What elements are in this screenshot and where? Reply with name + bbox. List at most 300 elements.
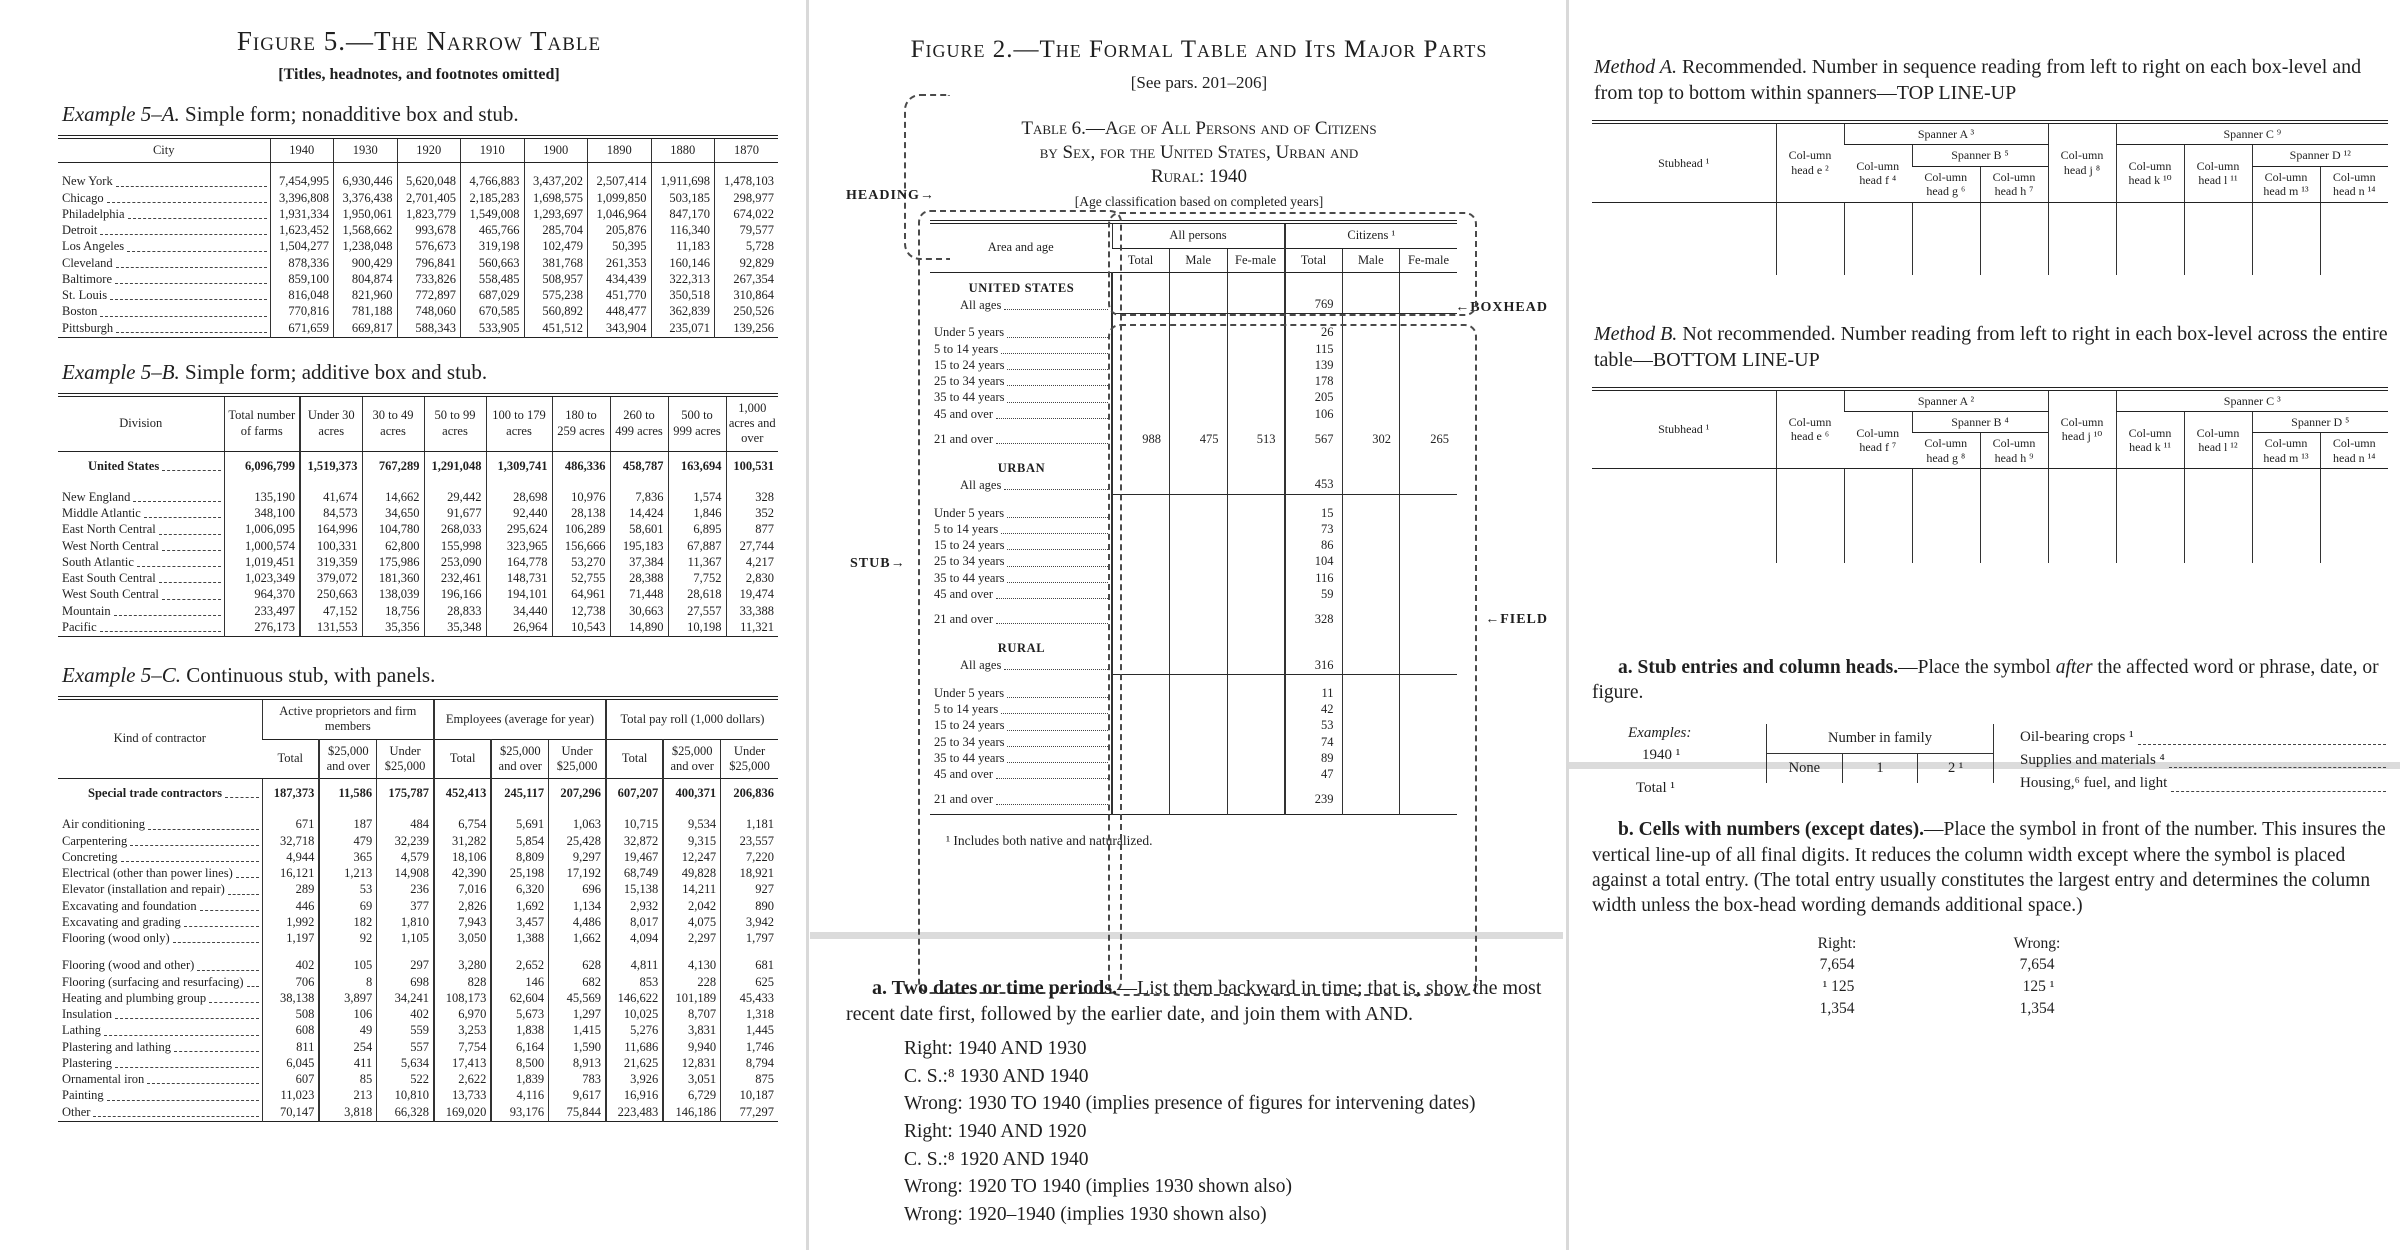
- date-example-line: Wrong: 1930 TO 1940 (implies presence of figures for intervening dates): [904, 1093, 1476, 1115]
- value-cell: 671: [262, 806, 319, 833]
- stub-cell: [930, 751, 1112, 767]
- value-cell: [1400, 390, 1458, 406]
- value-cell: 5,691: [491, 806, 548, 833]
- value-cell: [1112, 633, 1170, 657]
- leader-dots: [225, 797, 259, 798]
- value-cell: 1,105: [377, 931, 434, 947]
- value-cell: 1,590: [549, 1040, 606, 1056]
- value-cell: 6,320: [491, 882, 548, 898]
- figure5-subtitle: [Titles, headnotes, and footnotes omitted]: [278, 66, 560, 83]
- value-cell: 9,297: [549, 850, 606, 866]
- value-cell: 1,549,008: [461, 207, 525, 223]
- value-cell: 289: [262, 882, 319, 898]
- column-header: Under 30 acres: [300, 395, 362, 451]
- value-cell: 108,173: [434, 991, 491, 1007]
- value-cell: [1170, 522, 1228, 538]
- leader-dots: [1007, 402, 1108, 403]
- value-cell: [1112, 477, 1170, 494]
- value-cell: 10,187: [721, 1088, 778, 1104]
- value-cell: 6,164: [491, 1040, 548, 1056]
- value-cell: 560,892: [524, 304, 588, 320]
- value-cell: 557: [377, 1040, 434, 1056]
- wrong-value: 1,354: [2019, 999, 2055, 1017]
- value-cell: 674,022: [715, 207, 779, 223]
- value-cell: 139,256: [715, 321, 779, 338]
- examples-label: Examples:: [1628, 724, 1692, 741]
- stub-cell: [58, 975, 262, 991]
- value-cell: 102,479: [524, 239, 588, 255]
- stub-label: All ages: [960, 477, 1002, 492]
- value-cell: 859,100: [270, 272, 334, 288]
- value-cell: [1400, 571, 1458, 587]
- mini-cell-2: 2 ¹: [1918, 753, 1994, 782]
- table-row: [58, 866, 778, 882]
- right-value: 1,354: [1819, 999, 1855, 1017]
- value-cell: 988: [1112, 423, 1170, 453]
- value-cell: 100,331: [300, 539, 362, 555]
- leader-dots: [114, 615, 221, 616]
- stub-label: New England: [62, 489, 131, 504]
- value-cell: 927: [721, 882, 778, 898]
- value-cell: 1,810: [377, 915, 434, 931]
- value-cell: [1227, 522, 1285, 538]
- column-header: 500 to 999 acres: [668, 395, 726, 451]
- value-cell: 34,650: [362, 506, 424, 522]
- value-cell: [1400, 735, 1458, 751]
- section-label: RURAL: [997, 641, 1046, 656]
- age-row: [930, 374, 1457, 390]
- value-cell: [1227, 297, 1285, 314]
- stub-leader: [62, 304, 268, 319]
- value-cell: 265: [1400, 423, 1458, 453]
- example-5b-caption: [62, 360, 780, 385]
- table-5c-group-row: [58, 698, 778, 739]
- stub-leader: [934, 538, 1109, 553]
- stub-leader: [934, 390, 1109, 405]
- value-cell: 47: [1285, 767, 1343, 783]
- stub-label: Pittsburgh: [62, 320, 114, 335]
- value-cell: 2,652: [491, 947, 548, 974]
- empty-cell: [1980, 202, 2048, 275]
- stub-cell: [58, 288, 270, 304]
- method-b-body-row: [1592, 469, 2388, 564]
- table-row: [58, 1088, 778, 1104]
- stub-leader: [960, 298, 1109, 313]
- stub-leader: [934, 718, 1109, 733]
- value-cell: 6,045: [262, 1056, 319, 1072]
- stub-leader: [934, 612, 1109, 627]
- value-cell: 19,474: [726, 587, 778, 603]
- value-cell: 11,586: [319, 779, 376, 807]
- date-example-line: Right: 1940 AND 1930: [904, 1038, 1087, 1059]
- wrong-values: [2020, 954, 2055, 1019]
- panel-figure5: [58, 0, 780, 1122]
- stub-label: 45 and over: [934, 767, 994, 781]
- value-cell: [1400, 407, 1458, 423]
- value-cell: 847,170: [651, 207, 715, 223]
- value-cell: [1170, 453, 1228, 477]
- value-cell: 670,585: [461, 304, 525, 320]
- value-cell: [1400, 314, 1458, 342]
- value-cell: 28,138: [552, 506, 610, 522]
- stub-cell: [930, 674, 1112, 702]
- leader-example-text: Oil-bearing crops ¹: [2020, 728, 2134, 745]
- value-cell: 11,321: [726, 620, 778, 637]
- leader-dots: [107, 1100, 259, 1101]
- table6: [930, 220, 1457, 814]
- value-cell: 588,343: [397, 321, 461, 338]
- stub-leader: [934, 407, 1109, 422]
- value-cell: 11,686: [606, 1040, 663, 1056]
- value-cell: [1342, 477, 1400, 494]
- value-cell: [1400, 522, 1458, 538]
- value-cell: 187: [319, 806, 376, 833]
- value-cell: 47,152: [300, 604, 362, 620]
- value-cell: 1,297: [549, 1007, 606, 1023]
- stub-label: Chicago: [62, 190, 104, 205]
- value-cell: 115: [1285, 342, 1343, 358]
- method-a-col-j: Col-umn head j ⁸: [2048, 122, 2116, 202]
- empty-cell: [1844, 202, 1912, 275]
- table6-stub-header: Area and age: [930, 222, 1112, 272]
- value-cell: 1,006,095: [224, 522, 300, 538]
- stub-cell: [930, 538, 1112, 554]
- leader-dots: [1001, 533, 1108, 534]
- value-cell: [1170, 390, 1228, 406]
- wrong-column: [1982, 933, 2092, 1020]
- value-cell: 2,297: [663, 931, 720, 947]
- table-row: [58, 223, 778, 239]
- method-b-col-e: Col-umn head e ⁶: [1776, 389, 1844, 469]
- stub-label: Excavating and foundation: [62, 898, 197, 913]
- stub-label: Under 5 years: [934, 505, 1005, 520]
- value-cell: 206,836: [721, 779, 778, 807]
- value-cell: 816,048: [270, 288, 334, 304]
- section-label: UNITED STATES: [968, 280, 1075, 295]
- leader-dots: [1007, 549, 1108, 550]
- value-cell: 106: [1285, 407, 1343, 423]
- table-row: [58, 1023, 778, 1039]
- value-cell: [1112, 658, 1170, 675]
- stub-label: Carpentering: [62, 833, 128, 848]
- value-cell: 182: [319, 915, 376, 931]
- table6-headnote: [Age classification based on completed years]: [1074, 194, 1324, 210]
- value-cell: [1342, 767, 1400, 783]
- stub-cell: [930, 314, 1112, 342]
- stub-cell: [930, 603, 1112, 633]
- right-column: [1782, 933, 1892, 1020]
- right-section-a-lead: a. Stub entries and column heads.: [1618, 657, 1899, 679]
- value-cell: 236: [377, 882, 434, 898]
- value-cell: 205: [1285, 390, 1343, 406]
- value-cell: 14,424: [610, 506, 668, 522]
- age-row: [930, 522, 1457, 538]
- value-cell: [1170, 297, 1228, 314]
- value-cell: 2,830: [726, 571, 778, 587]
- stub-label: 5 to 14 years: [934, 521, 999, 536]
- value-cell: 1,023,349: [224, 571, 300, 587]
- leader-dots: [137, 566, 221, 567]
- stub-cell: [58, 850, 262, 866]
- value-cell: 8,913: [549, 1056, 606, 1072]
- value-cell: [1227, 272, 1285, 297]
- wrong-label: Wrong:: [2013, 934, 2061, 952]
- leader-dots: [110, 299, 266, 300]
- stub-label: Elevator (installation and repair): [62, 882, 225, 897]
- value-cell: 1,838: [491, 1023, 548, 1039]
- value-cell: 17,413: [434, 1056, 491, 1072]
- middle-paragraph-a-text: [846, 975, 1546, 1027]
- value-cell: [1227, 587, 1285, 603]
- value-cell: 608: [262, 1023, 319, 1039]
- value-cell: [1112, 587, 1170, 603]
- stub-leader: [62, 1088, 260, 1103]
- age-row: [930, 314, 1457, 342]
- stub-leader: [934, 571, 1109, 586]
- value-cell: [1170, 554, 1228, 570]
- value-cell: 3,280: [434, 947, 491, 974]
- value-cell: 508: [262, 1007, 319, 1023]
- value-cell: 35,348: [424, 620, 486, 637]
- method-b-spanner-b: Spanner B ⁴: [1912, 411, 2048, 432]
- value-cell: 4,130: [663, 947, 720, 974]
- method-b-col-n: Col-umn head n ¹⁴: [2320, 433, 2388, 469]
- age-row: [930, 702, 1457, 718]
- stub-cell: [930, 423, 1112, 453]
- column-header: 1900: [524, 137, 588, 163]
- value-cell: 1,992: [262, 915, 319, 931]
- value-cell: 479: [319, 834, 376, 850]
- value-cell: 14,662: [362, 479, 424, 506]
- empty-cell: [2116, 202, 2184, 275]
- leader-example-text: Housing,⁶ fuel, and light: [2020, 775, 2168, 792]
- value-cell: 1,063: [549, 806, 606, 833]
- right-section-a-post: the affected word or phrase, date, or figure.: [1592, 657, 2379, 704]
- stub-leader: [62, 899, 260, 914]
- leader-dots: [121, 861, 259, 862]
- value-cell: 175,986: [362, 555, 424, 571]
- empty-cell: [1980, 469, 2048, 564]
- value-cell: 4,116: [491, 1088, 548, 1104]
- value-cell: 465,766: [461, 223, 525, 239]
- table-row: [58, 899, 778, 915]
- value-cell: 19,467: [606, 850, 663, 866]
- value-cell: 250,663: [300, 587, 362, 603]
- value-cell: [1112, 554, 1170, 570]
- value-cell: 38,138: [262, 991, 319, 1007]
- value-cell: 71,448: [610, 587, 668, 603]
- empty-cell: [1844, 469, 1912, 564]
- value-cell: 261,353: [588, 256, 652, 272]
- all-ages-row: [930, 658, 1457, 675]
- table-5c-group3: Total pay roll (1,000 dollars): [606, 698, 778, 739]
- leader-dots: [100, 234, 266, 235]
- value-cell: 6,754: [434, 806, 491, 833]
- value-cell: 1,318: [721, 1007, 778, 1023]
- value-cell: 295,624: [486, 522, 552, 538]
- value-cell: [1342, 407, 1400, 423]
- value-cell: [1342, 603, 1400, 633]
- table-row: [58, 991, 778, 1007]
- example-5c-caption-label: Example 5–C.: [62, 663, 181, 687]
- leader-example-line: [2020, 749, 2388, 772]
- stub-leader: [62, 834, 260, 849]
- value-cell: 164,996: [300, 522, 362, 538]
- stub-cell: [930, 390, 1112, 406]
- leader-dots: [115, 283, 267, 284]
- value-cell: 14,211: [663, 882, 720, 898]
- value-cell: 3,050: [434, 931, 491, 947]
- stub-label: Middle Atlantic: [62, 506, 141, 520]
- value-cell: [1342, 453, 1400, 477]
- value-cell: 106,289: [552, 522, 610, 538]
- value-cell: 92,440: [486, 506, 552, 522]
- value-cell: [1342, 735, 1400, 751]
- value-cell: [1112, 297, 1170, 314]
- value-cell: 1,213: [319, 866, 376, 882]
- stub-cell: [930, 407, 1112, 423]
- leader-dots: [1007, 337, 1108, 338]
- stub-label: 45 and over: [934, 406, 994, 421]
- method-a-paragraph: [1592, 54, 2392, 106]
- stub-leader: [934, 735, 1109, 750]
- stub-leader: [934, 587, 1109, 602]
- stub-label: Detroit: [62, 223, 98, 237]
- stub-label: 25 to 34 years: [934, 554, 1005, 569]
- value-cell: [1170, 342, 1228, 358]
- value-cell: 253,090: [424, 555, 486, 571]
- method-a-stubhead: Stubhead ¹: [1592, 122, 1776, 202]
- value-cell: 890: [721, 899, 778, 915]
- figure2-title: Figure 2.—The Formal Table and Its Major Parts: [910, 36, 1488, 63]
- table6-subcol-male: Male: [1170, 248, 1228, 272]
- column-header: 100 to 179 acres: [486, 395, 552, 451]
- value-cell: [1342, 674, 1400, 702]
- value-cell: 1,698,575: [524, 191, 588, 207]
- table-row: [58, 1040, 778, 1056]
- value-cell: 343,904: [588, 321, 652, 338]
- value-cell: 3,926: [606, 1072, 663, 1088]
- leader-dots: [93, 1116, 258, 1117]
- table-row: [58, 806, 778, 833]
- empty-cell: [2184, 469, 2252, 564]
- stub-label: 15 to 24 years: [934, 538, 1005, 552]
- stub-cell: [58, 1023, 262, 1039]
- value-cell: 34,241: [377, 991, 434, 1007]
- empty-cell: [2252, 469, 2320, 564]
- value-cell: 1,046,964: [588, 207, 652, 223]
- table-row: [58, 191, 778, 207]
- value-cell: 42: [1285, 702, 1343, 718]
- value-cell: 1,019,451: [224, 555, 300, 571]
- method-b-spanner-d: Spanner D ⁵: [2252, 411, 2388, 432]
- value-cell: 453: [1285, 477, 1343, 494]
- leader-example-line: [2020, 772, 2388, 795]
- value-cell: 138,039: [362, 587, 424, 603]
- middle-paragraph-a: [846, 975, 1546, 1229]
- method-a-row1: [1592, 122, 2388, 145]
- leader-dots: [159, 582, 221, 583]
- stub-leader: [934, 792, 1109, 807]
- value-cell: 10,715: [606, 806, 663, 833]
- stub-leader: [62, 1072, 260, 1087]
- empty-cell: [2320, 202, 2388, 275]
- value-cell: 18,921: [721, 866, 778, 882]
- value-cell: [1342, 571, 1400, 587]
- stub-cell: [58, 834, 262, 850]
- stub-leader: [62, 1040, 260, 1055]
- value-cell: [1227, 390, 1285, 406]
- value-cell: [1112, 453, 1170, 477]
- stub-leader: [62, 1056, 260, 1071]
- section-header-row: [930, 633, 1457, 657]
- mini-table-header: Number in family: [1767, 724, 1994, 753]
- value-cell: 106: [319, 1007, 376, 1023]
- value-cell: 323,965: [486, 539, 552, 555]
- right-wrong-block: [1782, 933, 2390, 1020]
- value-cell: [1400, 674, 1458, 702]
- table-5c-subcol: Total: [434, 739, 491, 779]
- value-cell: [1112, 358, 1170, 374]
- stub-cell: [58, 256, 270, 272]
- stub-leader: [62, 522, 222, 537]
- value-cell: 377: [377, 899, 434, 915]
- empty-cell: [2320, 469, 2388, 564]
- value-cell: 381,768: [524, 256, 588, 272]
- stub-cell: [930, 718, 1112, 734]
- table-row: [58, 620, 778, 637]
- value-cell: 4,944: [262, 850, 319, 866]
- table-row: [58, 207, 778, 223]
- stub-cell: [58, 899, 262, 915]
- value-cell: [1227, 358, 1285, 374]
- value-cell: 698: [377, 975, 434, 991]
- value-cell: [1112, 407, 1170, 423]
- empty-cell: [1912, 202, 1980, 275]
- value-cell: 811: [262, 1040, 319, 1056]
- stub-label: East South Central: [62, 571, 156, 585]
- value-cell: [1227, 658, 1285, 675]
- value-cell: [1170, 477, 1228, 494]
- leader-dots: [128, 218, 267, 219]
- leader-dots: [209, 1002, 258, 1003]
- value-cell: 7,752: [668, 571, 726, 587]
- value-cell: 4,075: [663, 915, 720, 931]
- stub-leader: [62, 223, 268, 238]
- method-a-col-m: Col-umn head m ¹³: [2252, 166, 2320, 202]
- method-a-label: Method A.: [1594, 56, 1677, 78]
- value-cell: 285,704: [524, 223, 588, 239]
- stub-leader: [62, 321, 268, 336]
- leader-dots: [174, 1051, 259, 1052]
- value-cell: 486,336: [552, 451, 610, 479]
- stub-label: 15 to 24 years: [934, 718, 1005, 733]
- value-cell: 5,673: [491, 1007, 548, 1023]
- value-cell: 6,096,799: [224, 451, 300, 479]
- value-cell: 3,051: [663, 1072, 720, 1088]
- value-cell: [1342, 272, 1400, 297]
- value-cell: [1170, 674, 1228, 702]
- method-b-text: Not recommended. Number reading from left to right in each box-level across the entire table—BOTTOM LINE-UP: [1594, 322, 2388, 371]
- value-cell: 13,733: [434, 1088, 491, 1104]
- mini-table-header-row: [1767, 724, 1994, 753]
- value-cell: 8: [319, 975, 376, 991]
- value-cell: [1227, 571, 1285, 587]
- stub-cell: [930, 767, 1112, 783]
- table-row: [58, 256, 778, 272]
- stub-cell: [930, 571, 1112, 587]
- right-section-a-text: [1592, 655, 2388, 706]
